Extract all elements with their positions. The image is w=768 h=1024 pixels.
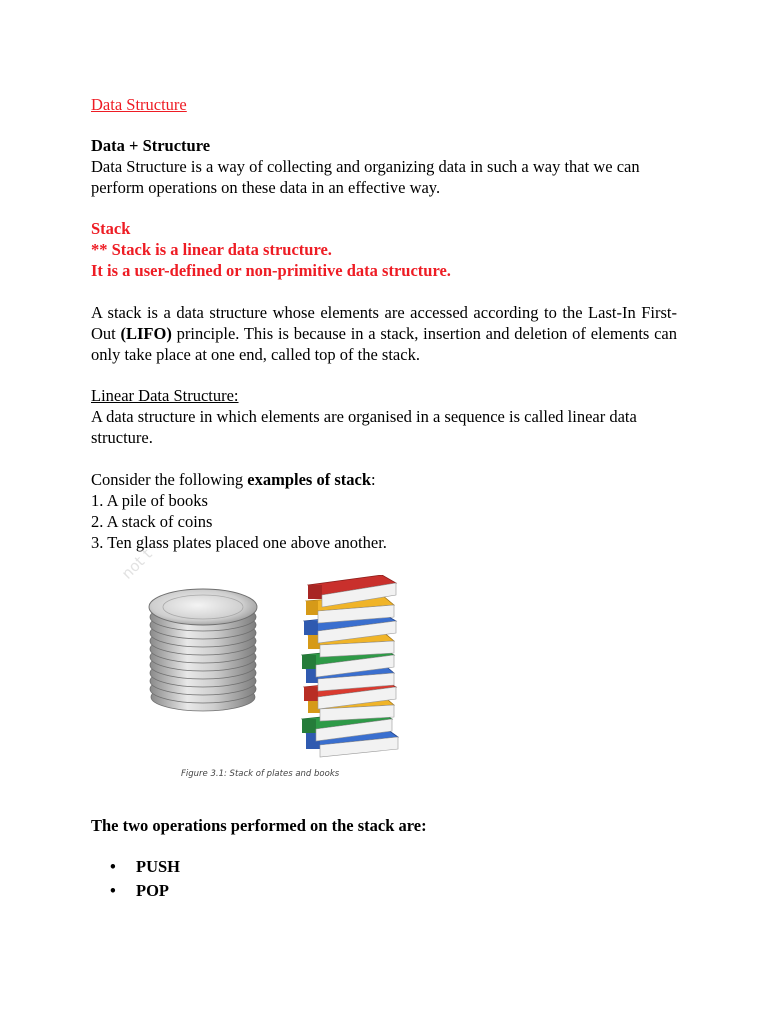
lifo-text-after: principle. This is because in a stack, insertion and deletion of elements can only take place at one end, called top of the stack.: [91, 324, 677, 364]
watermark: not t: [118, 545, 156, 583]
example-item: 2. A stack of coins: [91, 512, 213, 531]
list-item: • POP: [110, 879, 180, 903]
lifo-text-before: A stack is a data structure whose elements are accessed according to the Last-In First-Out: [91, 303, 677, 343]
linear-title: [91, 385, 677, 406]
plate-layers: [149, 589, 257, 711]
stack-title: Stack: [91, 219, 131, 238]
linear-definition: A data structure in which elements are organised in a sequence is called linear data structure.: [91, 407, 637, 447]
plates-stack-image: [146, 583, 260, 715]
operations-list: [110, 855, 180, 903]
definition-paragraph: Data Structure is a way of collecting and organizing data in such a way that we can perform operations on these data in an effective way.: [91, 157, 640, 197]
linear-title-text: Linear Data Structure:: [91, 386, 239, 405]
examples-intro-after: :: [371, 470, 376, 489]
example-item: 1. A pile of books: [91, 491, 208, 510]
stack-point-1: ** Stack is a linear data structure.: [91, 240, 332, 259]
lifo-paragraph: [91, 302, 677, 365]
stack-point-2: It is a user-defined or non-primitive data structure.: [91, 261, 451, 280]
examples-intro: [91, 469, 677, 490]
operations-title: The two operations performed on the stack are:: [91, 816, 427, 835]
page-title: Data Structure: [91, 95, 187, 114]
books-stack-image: [300, 575, 400, 760]
examples-intro-bold: examples of stack: [247, 470, 372, 489]
book-layers: [302, 575, 398, 757]
examples-intro-before: Consider the following: [91, 470, 248, 489]
figure-caption: Figure 3.1: Stack of plates and books: [181, 769, 340, 779]
subheading: Data + Structure: [91, 136, 211, 155]
list-item: • PUSH: [110, 855, 180, 879]
lifo-bold: (LIFO): [120, 324, 172, 343]
example-item: 3. Ten glass plates placed one above another.: [91, 533, 387, 552]
